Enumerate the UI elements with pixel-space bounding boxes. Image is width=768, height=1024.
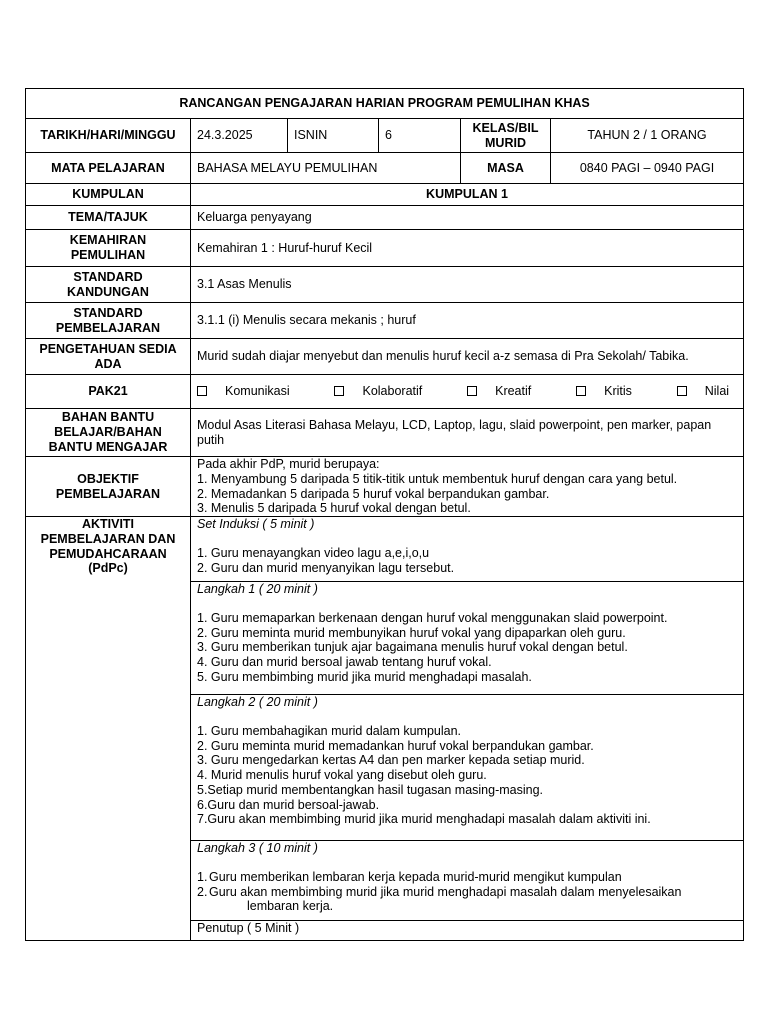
day-value: ISNIN bbox=[288, 119, 379, 153]
masa-label: MASA bbox=[461, 153, 551, 184]
standard-pembelajaran-value: 3.1.1 (i) Menulis secara mekanis ; huruf bbox=[191, 303, 744, 339]
langkah2-item: 5.Setiap murid membentangkan hasil tugasan masing-masing. bbox=[197, 782, 544, 797]
set-induksi-content bbox=[191, 517, 744, 582]
objektif-label: OBJEKTIF PEMBELAJARAN bbox=[26, 457, 191, 517]
mata-pelajaran-label: MATA PELAJARAN bbox=[26, 153, 191, 184]
standard-kandungan-label: STANDARD KANDUNGAN bbox=[26, 267, 191, 303]
checkbox-icon bbox=[334, 386, 344, 396]
kemahiran-label: KEMAHIRAN PEMULIHAN bbox=[26, 230, 191, 267]
tema-row bbox=[26, 206, 744, 230]
lesson-plan-table bbox=[25, 88, 744, 941]
set-induksi-row bbox=[26, 517, 744, 582]
pengetahuan-row bbox=[26, 339, 744, 375]
masa-value: 0840 PAGI – 0940 PAGI bbox=[551, 153, 744, 184]
pak21-komunikasi: Komunikasi bbox=[197, 384, 290, 399]
mata-pelajaran-row bbox=[26, 153, 744, 184]
week-value: 6 bbox=[379, 119, 461, 153]
langkah1-item: 5. Guru membimbing murid jika murid menghadapi masalah. bbox=[197, 669, 532, 684]
pak21-label: PAK21 bbox=[26, 375, 191, 409]
langkah2-item: 3. Guru mengedarkan kertas A4 dan pen marker kepada setiap murid. bbox=[197, 753, 585, 768]
langkah3-item: 1. Guru memberikan lembaran kerja kepada murid-murid mengikut kumpulan bbox=[197, 869, 622, 884]
standard-pembelajaran-label: STANDARD PEMBELAJARAN bbox=[26, 303, 191, 339]
kumpulan-value: KUMPULAN 1 bbox=[191, 184, 744, 206]
langkah2-item: 7.Guru akan membimbing murid jika murid menghadapi masalah dalam aktiviti ini. bbox=[197, 812, 651, 827]
pak21-row bbox=[26, 375, 744, 409]
checkbox-icon bbox=[576, 386, 586, 396]
kumpulan-label: KUMPULAN bbox=[26, 184, 191, 206]
langkah3-heading: Langkah 3 ( 10 minit ) bbox=[197, 841, 318, 855]
pak21-nilai: Nilai bbox=[677, 384, 729, 399]
langkah2-item: 4. Murid menulis huruf vokal yang disebut oleh guru. bbox=[197, 768, 487, 782]
langkah2-item: 6.Guru dan murid bersoal-jawab. bbox=[197, 797, 380, 812]
objektif-content bbox=[191, 457, 744, 517]
kelas-value: TAHUN 2 / 1 ORANG bbox=[551, 119, 744, 153]
kumpulan-row bbox=[26, 184, 744, 206]
langkah2-item: 2. Guru meminta murid memadankan huruf vokal berpandukan gambar. bbox=[197, 738, 594, 753]
langkah3-item: 2. Guru akan membimbing murid jika murid menghadapi masalah dalam menyelesaikan lembaran kerja. bbox=[197, 884, 682, 914]
tarikh-label: TARIKH/HARI/MINGGU bbox=[26, 119, 191, 153]
langkah1-item: 2. Guru meminta murid membunyikan huruf vokal yang dipaparkan oleh guru. bbox=[197, 625, 626, 640]
kemahiran-value: Kemahiran 1 : Huruf-huruf Kecil bbox=[191, 230, 744, 267]
objektif-item: 2. Memadankan 5 daripada 5 huruf vokal berpandukan gambar. bbox=[197, 486, 550, 501]
standard-kandungan-row bbox=[26, 267, 744, 303]
aktiviti-label: AKTIVITI PEMBELAJARAN DAN PEMUDAHCARAAN (PdPc) bbox=[26, 517, 191, 941]
pak21-kreatif: Kreatif bbox=[467, 384, 531, 399]
checkbox-icon bbox=[677, 386, 687, 396]
bahan-value: Modul Asas Literasi Bahasa Melayu, LCD, Laptop, lagu, slaid powerpoint, pen marker, papan putih bbox=[191, 409, 744, 457]
pak21-options bbox=[191, 375, 744, 409]
mata-pelajaran-value: BAHASA MELAYU PEMULIHAN bbox=[191, 153, 461, 184]
pengetahuan-value: Murid sudah diajar menyebut dan menulis huruf kecil a-z semasa di Pra Sekolah/ Tabika. bbox=[191, 339, 744, 375]
langkah2-item: 1. Guru membahagikan murid dalam kumpulan. bbox=[197, 723, 462, 738]
langkah1-item: 3. Guru memberikan tunjuk ajar bagaimana menulis huruf vokal dengan betul. bbox=[197, 640, 628, 655]
langkah1-heading: Langkah 1 ( 20 minit ) bbox=[197, 582, 318, 596]
standard-kandungan-value: 3.1 Asas Menulis bbox=[191, 267, 744, 303]
langkah1-content bbox=[191, 582, 744, 695]
objektif-row bbox=[26, 457, 744, 517]
pak21-kritis: Kritis bbox=[576, 384, 632, 399]
langkah1-item: 4. Guru dan murid bersoal jawab tentang huruf vokal. bbox=[197, 655, 492, 669]
kelas-label: KELAS/BIL MURID bbox=[461, 119, 551, 153]
tema-label: TEMA/TAJUK bbox=[26, 206, 191, 230]
langkah2-heading: Langkah 2 ( 20 minit ) bbox=[197, 695, 318, 709]
objektif-item: 3. Menulis 5 daripada 5 huruf vokal dengan betul. bbox=[197, 501, 471, 516]
pengetahuan-label: PENGETAHUAN SEDIA ADA bbox=[26, 339, 191, 375]
checkbox-icon bbox=[467, 386, 477, 396]
penutup-heading: Penutup ( 5 Minit ) bbox=[191, 921, 744, 941]
langkah2-content bbox=[191, 695, 744, 841]
kemahiran-row bbox=[26, 230, 744, 267]
objektif-item: 1. Menyambung 5 daripada 5 titik-titik untuk membentuk huruf dengan cara yang betul. bbox=[197, 471, 678, 486]
bahan-label: BAHAN BANTU BELAJAR/BAHAN BANTU MENGAJAR bbox=[26, 409, 191, 457]
objektif-intro: Pada akhir PdP, murid berupaya: bbox=[197, 457, 380, 471]
title-row bbox=[26, 89, 744, 119]
tema-value: Keluarga penyayang bbox=[191, 206, 744, 230]
induksi-item: 1. Guru menayangkan video lagu a,e,i,o,u bbox=[197, 545, 430, 560]
tarikh-row bbox=[26, 119, 744, 153]
standard-pembelajaran-row bbox=[26, 303, 744, 339]
date-value: 24.3.2025 bbox=[191, 119, 288, 153]
pak21-kolaboratif: Kolaboratif bbox=[334, 384, 422, 399]
langkah1-item: 1. Guru memaparkan berkenaan dengan huruf vokal menggunakan slaid powerpoint. bbox=[197, 610, 668, 625]
bahan-row bbox=[26, 409, 744, 457]
document-title: RANCANGAN PENGAJARAN HARIAN PROGRAM PEMULIHAN KHAS bbox=[26, 89, 744, 119]
set-induksi-heading: Set Induksi ( 5 minit ) bbox=[197, 517, 315, 531]
langkah3-content bbox=[191, 841, 744, 921]
checkbox-icon bbox=[197, 386, 207, 396]
induksi-item: 2. Guru dan murid menyanyikan lagu tersebut. bbox=[197, 560, 455, 575]
